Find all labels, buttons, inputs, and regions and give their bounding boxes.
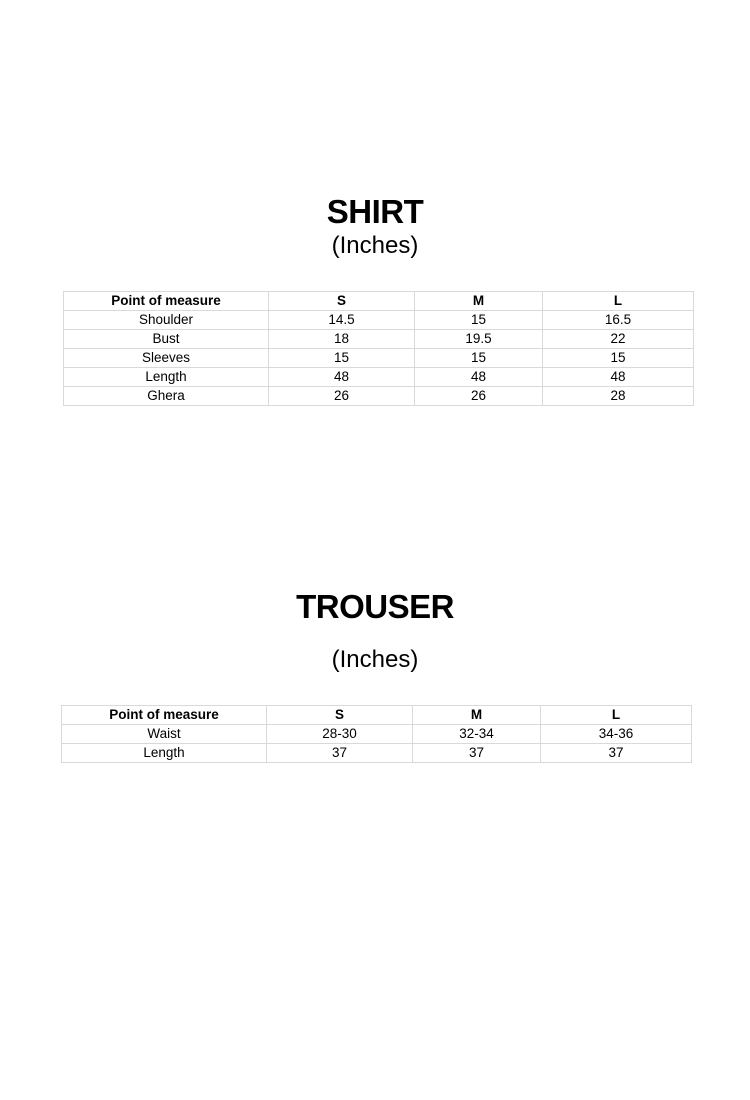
table-header-row — [64, 292, 694, 311]
table-row — [64, 349, 694, 368]
cell-value: 14.5 — [269, 311, 415, 330]
row-label: Shoulder — [64, 311, 269, 330]
table-row — [64, 387, 694, 406]
cell-value: 15 — [415, 349, 543, 368]
cell-value: 37 — [541, 744, 692, 763]
header-size-m: M — [415, 292, 543, 311]
cell-value: 19.5 — [415, 330, 543, 349]
row-label: Length — [64, 368, 269, 387]
cell-value: 15 — [269, 349, 415, 368]
cell-value: 15 — [543, 349, 694, 368]
table-row — [64, 311, 694, 330]
table-header-row — [62, 706, 692, 725]
cell-value: 34-36 — [541, 725, 692, 744]
trouser-unit-label: (Inches) — [331, 646, 419, 673]
cell-value: 26 — [415, 387, 543, 406]
header-size-l: L — [543, 292, 694, 311]
shirt-unit-label: (Inches) — [331, 232, 419, 259]
table-row — [62, 725, 692, 744]
cell-value: 26 — [269, 387, 415, 406]
cell-value: 28-30 — [267, 725, 413, 744]
shirt-size-table — [63, 291, 694, 406]
cell-value: 48 — [269, 368, 415, 387]
cell-value: 48 — [415, 368, 543, 387]
cell-value: 16.5 — [543, 311, 694, 330]
cell-value: 22 — [543, 330, 694, 349]
trouser-title: TROUSER — [296, 588, 454, 625]
cell-value: 32-34 — [413, 725, 541, 744]
header-size-l: L — [541, 706, 692, 725]
row-label: Waist — [62, 725, 267, 744]
cell-value: 28 — [543, 387, 694, 406]
trouser-size-table — [61, 705, 692, 763]
row-label: Sleeves — [64, 349, 269, 368]
table-row — [62, 744, 692, 763]
row-label: Length — [62, 744, 267, 763]
cell-value: 37 — [267, 744, 413, 763]
cell-value: 15 — [415, 311, 543, 330]
table-row — [64, 330, 694, 349]
table-row — [64, 368, 694, 387]
header-size-s: S — [267, 706, 413, 725]
row-label: Ghera — [64, 387, 269, 406]
cell-value: 37 — [413, 744, 541, 763]
header-size-m: M — [413, 706, 541, 725]
header-point-of-measure: Point of measure — [62, 706, 267, 725]
header-point-of-measure: Point of measure — [64, 292, 269, 311]
header-size-s: S — [269, 292, 415, 311]
shirt-title: SHIRT — [326, 193, 424, 230]
row-label: Bust — [64, 330, 269, 349]
cell-value: 48 — [543, 368, 694, 387]
cell-value: 18 — [269, 330, 415, 349]
